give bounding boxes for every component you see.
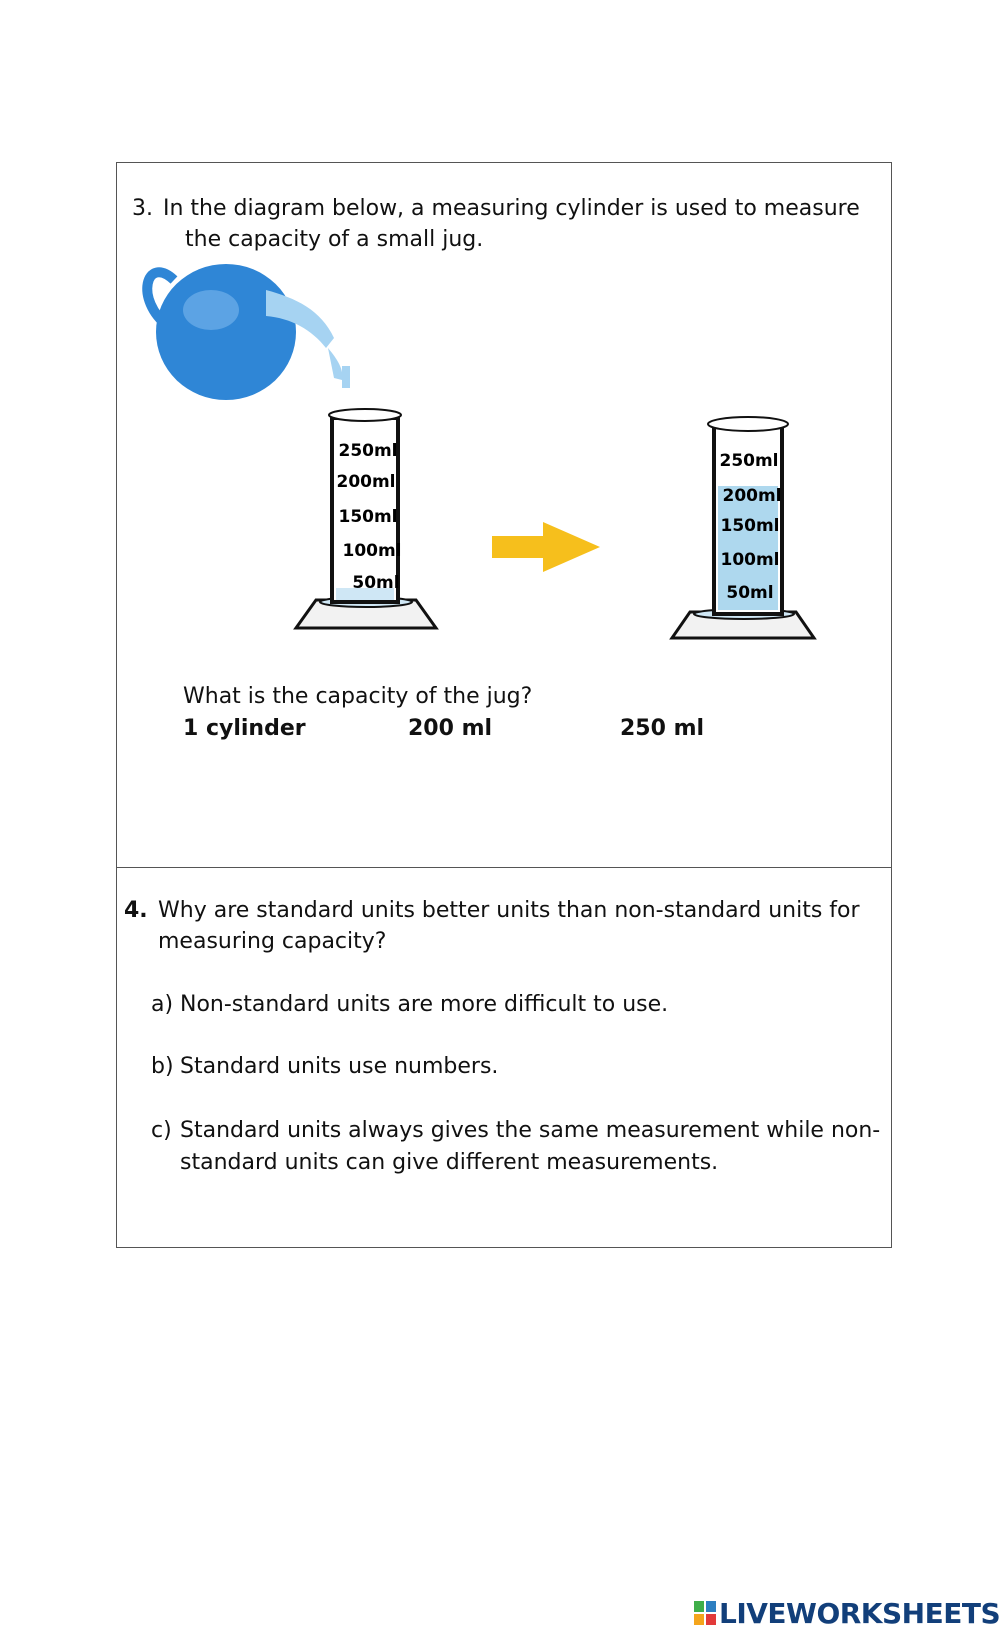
capacity-diagram — [116, 240, 856, 670]
left-measuring-cylinder — [296, 409, 436, 628]
option-b-text[interactable]: Standard units use numbers. — [180, 1054, 499, 1079]
option-c-label: c) — [151, 1118, 172, 1143]
answer-option-1[interactable]: 1 cylinder — [183, 716, 306, 741]
question-4-text-line1: Why are standard units better units than non-standard units for — [158, 898, 860, 923]
left-mark-200: 200ml — [336, 472, 396, 492]
option-a-text[interactable]: Non-standard units are more difficult to use. — [180, 992, 669, 1017]
right-mark-150: 150ml — [720, 516, 780, 536]
answer-option-2[interactable]: 200 ml — [408, 716, 493, 741]
arrow-right-icon — [492, 522, 600, 572]
right-mark-50: 50ml — [726, 583, 774, 603]
right-mark-200: 200ml — [722, 486, 782, 506]
left-mark-50: 50ml — [352, 573, 400, 593]
option-a-label: a) — [151, 992, 174, 1017]
logo-text: LIVEWORKSHEETS — [719, 1596, 1000, 1630]
question-4-number: 4. — [124, 898, 148, 923]
right-measuring-cylinder — [672, 417, 814, 638]
left-mark-100: 100ml — [342, 541, 402, 561]
answer-option-3[interactable]: 250 ml — [620, 716, 705, 741]
right-mark-250: 250ml — [719, 451, 779, 471]
left-mark-250: 250ml — [338, 441, 398, 461]
left-mark-150: 150ml — [338, 507, 398, 527]
option-b-label: b) — [151, 1054, 174, 1079]
option-c-text-line2[interactable]: standard units can give different measurements. — [180, 1150, 719, 1175]
jug-icon — [147, 264, 350, 400]
question-3-text-line1: In the diagram below, a measuring cylinder is used to measure — [163, 196, 860, 221]
question-3-text-line2: the capacity of a small jug. — [185, 227, 484, 252]
option-c-text-line1[interactable]: Standard units always gives the same measurement while non- — [180, 1118, 881, 1143]
liveworksheets-logo — [694, 1598, 1000, 1628]
right-mark-100: 100ml — [720, 550, 780, 570]
question-4-text-line2: measuring capacity? — [158, 929, 387, 954]
logo-blocks-icon — [694, 1601, 716, 1625]
question-3-number: 3. — [132, 196, 153, 221]
question-3-prompt: What is the capacity of the jug? — [183, 684, 533, 709]
